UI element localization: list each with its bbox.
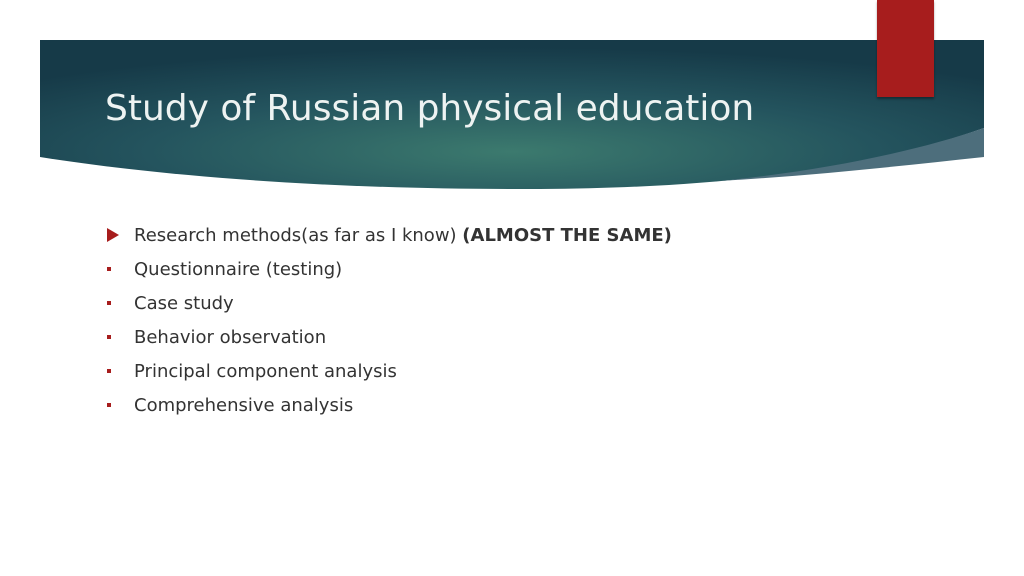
small-square-dot-icon xyxy=(105,324,125,352)
bullet-text: Behavior observation xyxy=(134,327,327,348)
bullet-text: Case study xyxy=(134,293,234,314)
bullet-item xyxy=(105,222,925,256)
bullet-list xyxy=(105,222,925,426)
bullet-item xyxy=(105,256,925,290)
bullet-item xyxy=(105,392,925,426)
bullet-emphasis: (ALMOST THE SAME) xyxy=(462,225,672,246)
bullet-item xyxy=(105,290,925,324)
small-square-dot-icon xyxy=(105,290,125,318)
bullet-item xyxy=(105,324,925,358)
small-square-dot-icon xyxy=(105,256,125,284)
bullet-text: Questionnaire (testing) xyxy=(134,259,343,280)
small-square-dot-icon xyxy=(105,392,125,420)
small-square-dot-icon xyxy=(105,358,125,386)
bullet-item xyxy=(105,358,925,392)
bullet-text: Principal component analysis xyxy=(134,361,397,382)
triangle-arrow-icon xyxy=(105,222,125,250)
bullet-text: Comprehensive analysis xyxy=(134,395,354,416)
bullet-text: Research methods(as far as I know) xyxy=(134,225,463,246)
slide-title: Study of Russian physical education xyxy=(105,88,755,129)
accent-tab xyxy=(877,0,934,97)
